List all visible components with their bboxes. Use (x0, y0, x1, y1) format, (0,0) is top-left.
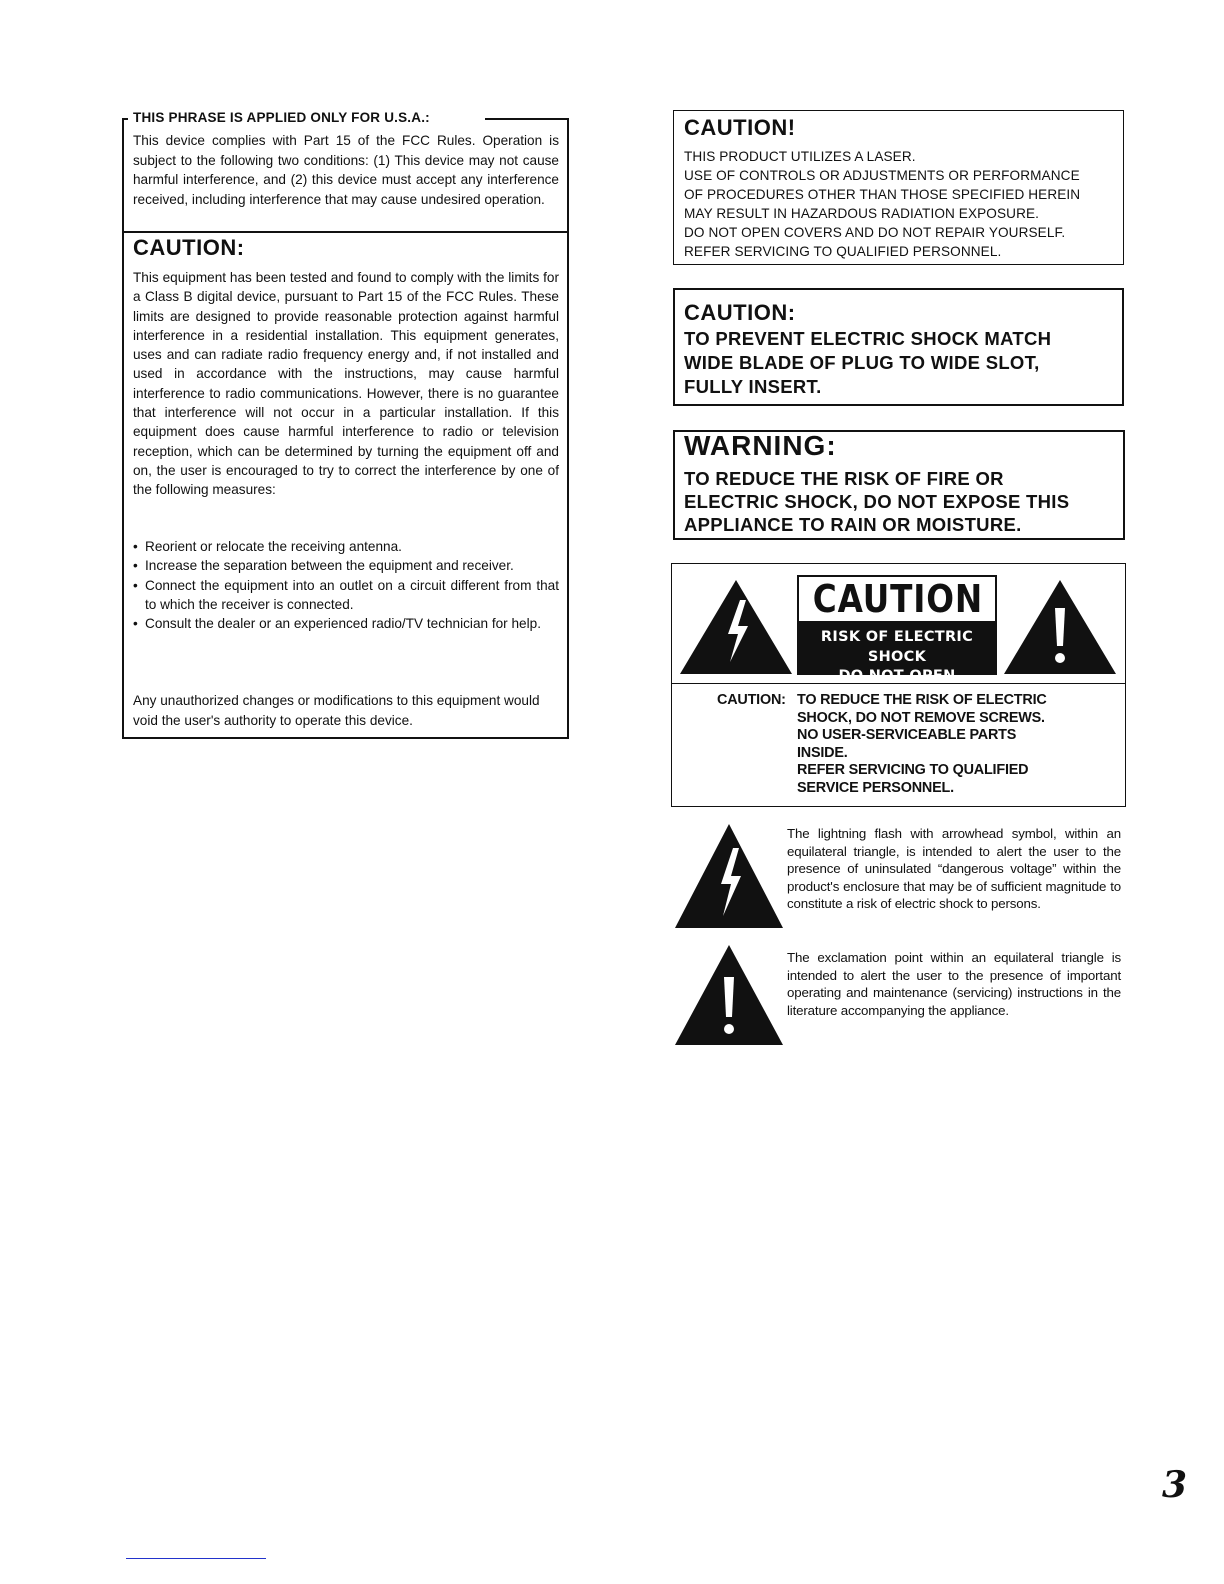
text-line: THIS PRODUCT UTILIZES A LASER. (684, 149, 916, 164)
shock-label-caption: CAUTION: (717, 692, 786, 708)
text-line: DO NOT OPEN COVERS AND DO NOT REPAIR YOURSELF. (684, 225, 1066, 240)
exclamation-triangle-icon (673, 943, 785, 1052)
footnote-rule (126, 1558, 266, 1559)
text-line: FULLY INSERT. (684, 376, 822, 397)
caution-banner-subtext (797, 623, 997, 684)
fcc-heading: THIS PHRASE IS APPLIED ONLY FOR U.S.A.: (133, 110, 430, 125)
text-line: SERVICE PERSONNEL. (797, 779, 954, 796)
text-line: TO REDUCE THE RISK OF ELECTRIC (797, 692, 1047, 708)
fcc-left-border (122, 118, 124, 738)
laser-caution-text (684, 147, 1080, 261)
text-line: REFER SERVICING TO QUALIFIED PERSONNEL. (684, 244, 1002, 259)
text-line: RISK OF ELECTRIC SHOCK (820, 629, 974, 665)
text-line: NO USER-SERVICEABLE PARTS (797, 727, 1017, 743)
lightning-triangle-icon (673, 822, 785, 935)
plug-caution-text (684, 327, 1051, 399)
fcc-right-border (567, 118, 569, 738)
laser-caution-title: CAUTION! (684, 115, 796, 140)
text-line: TO REDUCE THE RISK OF FIRE OR (684, 468, 1004, 489)
fcc-caution-title: CAUTION: (133, 235, 245, 260)
caution-banner (797, 575, 997, 623)
text-line: USE OF CONTROLS OR ADJUSTMENTS OR PERFORMANCE (684, 168, 1080, 183)
fcc-intro-text: This device complies with Part 15 of the FCC Rules. Operation is subject to the following two conditions: (1) This device may not cause harmful interference, and (2) this device must accept any interference received, including interference that may cause undesired operation. (133, 133, 559, 207)
warning-text (684, 467, 1069, 536)
text-line: DO NOT OPEN (838, 668, 956, 684)
caution-banner-word: CAUTION (812, 577, 984, 621)
warning-title: WARNING: (684, 430, 837, 461)
list-item: • Consult the dealer or an experienced radio/TV technician for help. (133, 614, 559, 633)
page-number: 3 (1162, 1464, 1188, 1506)
fcc-body-text: This equipment has been tested and found to comply with the limits for a Class B digital device, pursuant to Part 15 of the FCC Rules. These limits are designed to provide reasonable protection against harmful interference in a residential installation. This equipment generates, uses and can radiate radio frequency energy and, if not installed and used in accordance with the instructions, may cause harmful interference to radio communications. However, there is no guarantee that interference will not occur in a particular installation. If this equipment does cause harmful interference to radio or television reception, which can be determined by turning the equipment off and on, the user is encouraged to try to correct the interference by one of the following measures: (133, 270, 559, 498)
list-item: • Reorient or relocate the receiving antenna. (133, 537, 559, 556)
fcc-divider (122, 231, 569, 233)
fcc-footer-text: Any unauthorized changes or modifications to this equipment would void the user's authority to operate this device. (133, 693, 540, 728)
lightning-symbol-explanation: The lightning flash with arrowhead symbol, within an equilateral triangle, is intended to alert the user to the presence of uninsulated “dangerous voltage” within the product's enclosure that may be of sufficient magnitude to constitute a risk of electric shock to persons. (787, 826, 1121, 911)
text-line: ELECTRIC SHOCK, DO NOT EXPOSE THIS (684, 491, 1070, 512)
shock-label-text (797, 692, 1047, 797)
fcc-measures-list (133, 537, 559, 633)
plug-caution-title: CAUTION: (684, 300, 796, 325)
text-line: TO PREVENT ELECTRIC SHOCK MATCH (684, 328, 1052, 349)
list-item: • Increase the separation between the equipment and receiver. (133, 556, 559, 575)
fcc-heading-rule (485, 118, 569, 120)
text-line: APPLIANCE TO RAIN OR MOISTURE. (684, 514, 1022, 535)
lightning-triangle-icon (678, 578, 794, 681)
fcc-bottom-border (122, 737, 569, 739)
exclamation-symbol-explanation: The exclamation point within an equilateral triangle is intended to alert the user to the presence of important operating and maintenance (servicing) instructions in the literature accompanying the appliance. (787, 950, 1121, 1018)
list-item: • Connect the equipment into an outlet on a circuit different from that to which the receiver is connected. (133, 576, 559, 615)
text-line: MAY RESULT IN HAZARDOUS RADIATION EXPOSURE. (684, 206, 1040, 221)
text-line: WIDE BLADE OF PLUG TO WIDE SLOT, (684, 352, 1040, 373)
text-line: INSIDE. (797, 744, 848, 761)
text-line: SHOCK, DO NOT REMOVE SCREWS. (797, 709, 1045, 726)
text-line: OF PROCEDURES OTHER THAN THOSE SPECIFIED HEREIN (684, 187, 1081, 202)
exclamation-triangle-icon (1002, 578, 1118, 681)
text-line: REFER SERVICING TO QUALIFIED (797, 762, 1029, 778)
